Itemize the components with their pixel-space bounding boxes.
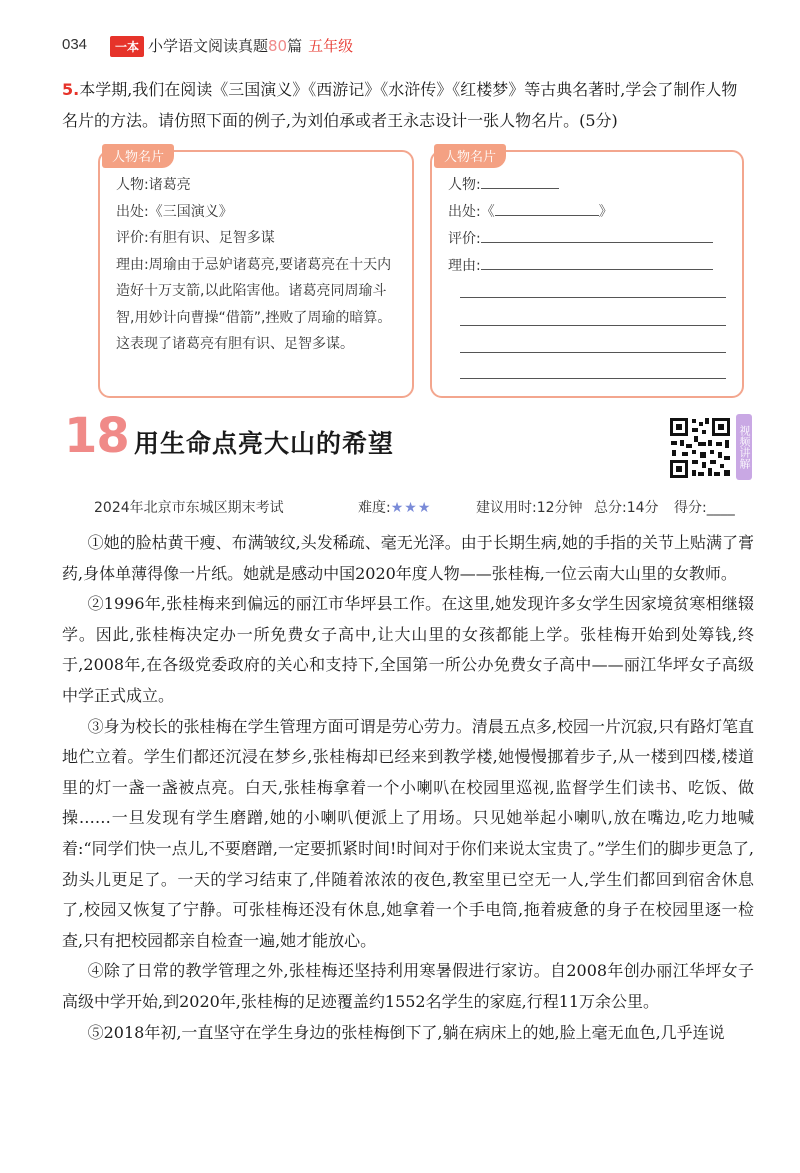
exam-source: 2024年北京市东城区期末考试: [94, 500, 284, 516]
question-number: 5.: [62, 80, 80, 99]
reason-answer-line-5[interactable]: [460, 378, 726, 379]
card-row-person: [116, 172, 400, 199]
example-card-body: [116, 172, 400, 358]
reason-text: 周瑜由于忌妒诸葛亮,要诸葛亮在十天内造好十万支箭,以此陷害他。诸葛亮同周瑜斗智,用妙计向曹操“借箭”,挫败了周瑜的暗算。这表现了诸葛亮有胆有识、足智多谋。: [116, 256, 392, 352]
book-bracket-open: 《: [480, 204, 495, 220]
card-row-source: [116, 199, 400, 226]
reason-answer-line-2[interactable]: [460, 297, 726, 298]
blank-row-evaluation: [448, 226, 713, 248]
video-explain-tab[interactable]: 视频讲解: [736, 414, 752, 480]
difficulty: [358, 497, 431, 517]
blank-name-card: [430, 150, 744, 398]
row-label: 理由:: [116, 256, 149, 273]
row-label: 人物:: [116, 177, 149, 193]
book-count: 80: [268, 37, 288, 55]
row-label: 人物:: [448, 177, 481, 193]
book-unit: 篇: [287, 37, 303, 55]
blank-row-reason: [448, 253, 713, 275]
difficulty-label: 难度:: [358, 500, 391, 516]
row-label: 评价:: [448, 231, 481, 247]
lesson-number: 18: [64, 408, 129, 464]
book-title: [148, 35, 353, 56]
paragraph-2: ②1996年,张桂梅来到偏远的丽江市华坪县工作。在这里,她发现许多女学生因家境贫寒相继辍学。因此,张桂梅决定办一所免费女子高中,让大山里的女孩都能上学。张桂梅开始到处筹钱,终于,2008年,在各级党委政府的关心和支持下,全国第一所公办免费女子高中——丽江华坪女子高级中学正式成立。: [62, 594, 754, 705]
card-row-evaluation: [116, 225, 400, 252]
row-label: 理由:: [448, 258, 481, 274]
source-answer-line[interactable]: [495, 199, 599, 216]
reading-passage: [62, 528, 754, 1048]
page-number: 034: [62, 36, 88, 53]
paragraph-5: ⑤2018年初,一直坚守在学生身边的张桂梅倒下了,躺在病床上的她,脸上毫无血色,几乎连说: [87, 1022, 725, 1042]
book-bracket-close: 》: [598, 204, 613, 220]
lesson-title: 用生命点亮大山的希望: [134, 429, 395, 458]
grade-label: 五年级: [308, 37, 354, 55]
paragraph-1: ①她的脸枯黄干瘦、布满皱纹,头发稀疏、毫无光泽。由于长期生病,她的手指的关节上贴满了膏药,身体单薄得像一片纸。她就是感动中国2020年度人物——张桂梅,一位云南大山里的女教师。: [62, 533, 754, 583]
blank-row-person: [448, 172, 559, 194]
row-label: 评价:: [116, 230, 149, 246]
suggested-time: 建议用时:12分钟: [476, 500, 583, 516]
row-label: 出处:: [448, 204, 481, 220]
score-field[interactable]: 得分:____: [674, 500, 735, 516]
row-value: 有胆有识、足智多谋: [148, 230, 275, 246]
difficulty-stars-icon: ★★★: [390, 500, 432, 516]
book-title-text: 小学语文阅读真题: [148, 37, 269, 55]
blank-row-source: [448, 199, 613, 221]
reason-answer-line-4[interactable]: [460, 352, 726, 353]
question-text: 本学期,我们在阅读《三国演义》《西游记》《水浒传》《红楼梦》等古典名著时,学会了制作人物名片的方法。请仿照下面的例子,为刘伯承或者王永志设计一张人物名片。(5分): [62, 80, 738, 130]
question-5: [62, 74, 752, 136]
brand-badge: 一本: [110, 36, 144, 57]
example-name-card: [98, 150, 414, 398]
reason-answer-line[interactable]: [481, 253, 713, 270]
evaluation-answer-line[interactable]: [481, 226, 713, 243]
paragraph-3: ③身为校长的张桂梅在学生管理方面可谓是劳心劳力。清晨五点多,校园一片沉寂,只有路灯笔直地伫立着。学生们都还沉浸在梦乡,张桂梅却已经来到教学楼,她慢慢挪着步子,从一楼到四楼,楼道里的灯一盏一盏被点亮。白天,张桂梅拿着一个小喇叭在校园里巡视,监督学生们读书、吃饭、做操……一旦发现有学生磨蹭,她的小喇叭便派上了用场。只见她举起小喇叭,放在嘴边,吃力地喊着:“同学们快一点儿,不要磨蹭,一定要抓紧时间!时间对于你们来说太宝贵了。”学生们的脚步更急了,劲头儿更足了。一天的学习结束了,伴随着浓浓的夜色,教室里已空无一人,学生们都回到宿舍休息了,校园又恢复了宁静。可张桂梅还没有休息,她拿着一个手电筒,拖着疲惫的身子在校园里逐一检查,只有把校园都亲自检查一遍,她才能放心。: [62, 716, 754, 950]
card-row-reason: [116, 252, 400, 358]
row-value: 诸葛亮: [148, 177, 191, 193]
card-tag: 人物名片: [434, 144, 506, 168]
row-label: 出处:: [116, 203, 149, 220]
paragraph-4: ④除了日常的教学管理之外,张桂梅还坚持利用寒暑假进行家访。自2008年创办丽江华坪女子高级中学开始,到2020年,张桂梅的足迹覆盖约1552名学生的家庭,行程11万余公里。: [62, 961, 754, 1011]
row-value: 《三国演义》: [148, 203, 233, 220]
total-score: 总分:14分: [594, 500, 659, 516]
person-answer-line[interactable]: [481, 172, 559, 189]
reason-answer-line-3[interactable]: [460, 325, 726, 326]
card-tag: 人物名片: [102, 144, 174, 168]
qr-code-icon[interactable]: [668, 416, 732, 480]
